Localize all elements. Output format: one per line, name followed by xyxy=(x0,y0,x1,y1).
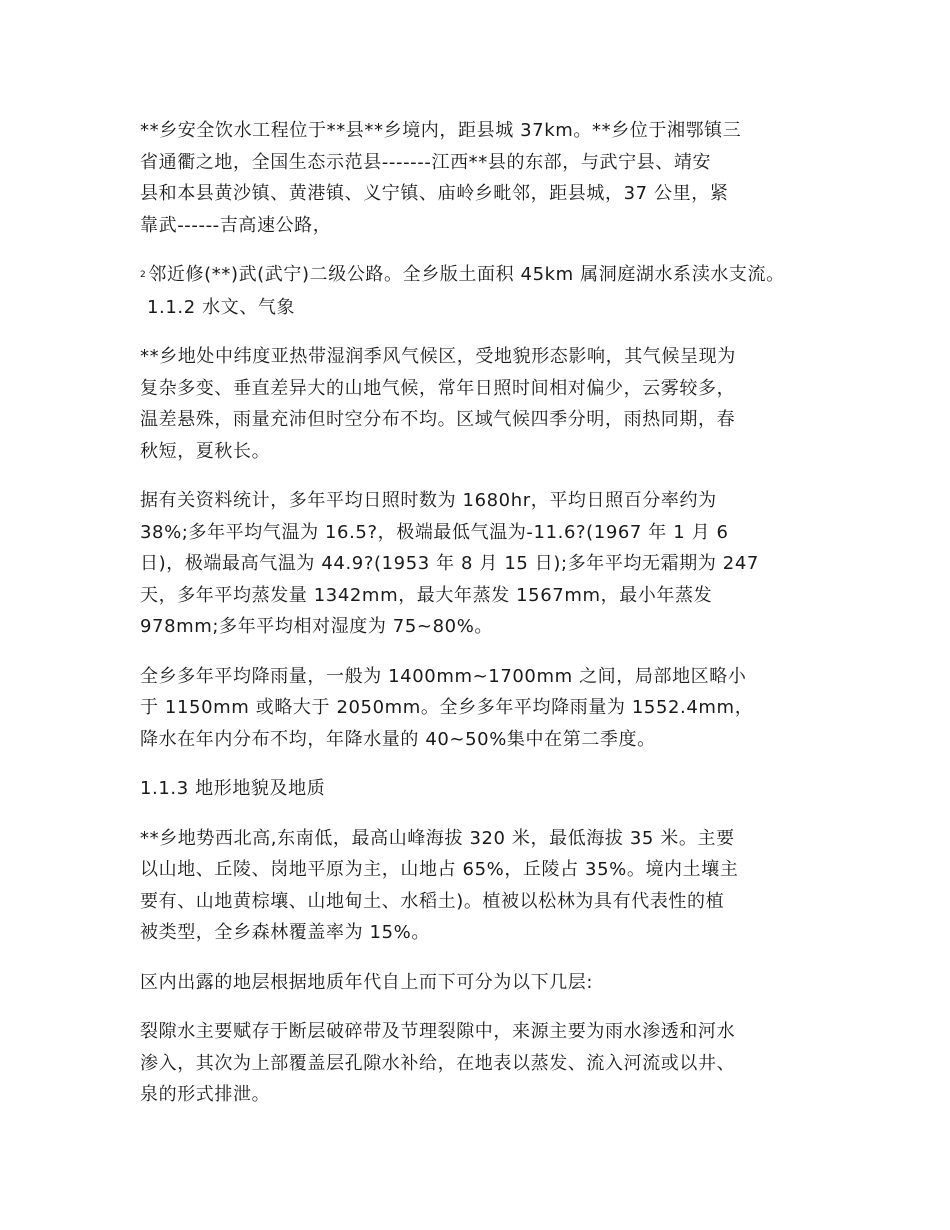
text-line: 全乡多年平均降雨量，一般为 1400mm~1700mm 之间，局部地区略小 xyxy=(140,665,747,687)
text-line: 靠武------吉高速公路， xyxy=(140,214,332,236)
paragraph-strata xyxy=(140,967,816,999)
text-line: 县和本县黄沙镇、黄港镇、义宁镇、庙岭乡毗邻，距县城，37 公里，紧 xyxy=(140,183,729,204)
text-line: 被类型，全乡森林覆盖率为 15%。 xyxy=(140,922,430,943)
section-heading-1-1-3 xyxy=(140,773,816,805)
text-line: 要有、山地黄棕壤、山地甸土、水稻土)。植被以松林为具有代表性的植 xyxy=(140,890,725,912)
text-line: **乡地处中纬度亚热带湿润季风气候区，受地貌形态影响，其气候呈现为 xyxy=(140,346,736,367)
text-line: **乡安全饮水工程位于**县**乡境内，距县城 37km。**乡位于湘鄂镇三 xyxy=(140,120,742,141)
paragraph-statistics xyxy=(140,485,816,643)
paragraph-rainfall xyxy=(140,661,816,756)
text-line: 日)，极端最高气温为 44.9?(1953 年 8 月 15 日);多年平均无霜期为 247 xyxy=(140,553,759,574)
section-heading-1-1-2: 1.1.2 水文、气象 xyxy=(147,296,296,318)
text-line: 以山地、丘陵、岗地平原为主，山地占 65%，丘陵占 35%。境内土壤主 xyxy=(140,859,739,880)
text-line: 38%;多年平均气温为 16.5?，极端最低气温为-11.6?(1967 年 1 月 6 xyxy=(140,521,729,543)
text-line: 降水在年内分布不均，年降水量的 40~50%集中在第二季度。 xyxy=(140,728,656,750)
text-line-content: 邻近修(**)武(武宁)二级公路。全乡版土面积 45km 属洞庭湖水系渎水支流。 xyxy=(148,264,785,285)
text-line: 978mm;多年平均相对湿度为 75~80%。 xyxy=(140,616,494,637)
paragraph-groundwater xyxy=(140,1016,816,1111)
text-line: 秋短，夏秋长。 xyxy=(140,440,271,462)
text-line: 省通衢之地，全国生态示范县-------江西**县的东部，与武宁县、靖安 xyxy=(140,151,712,173)
text-line: 于 1150mm 或略大于 2050mm。全乡多年平均降雨量为 1552.4mm， xyxy=(140,697,754,718)
heading-text: 1.1.3 地形地貌及地质 xyxy=(140,778,326,799)
paragraph-climate xyxy=(140,341,816,467)
paragraph-location xyxy=(140,115,816,241)
text-line: 泉的形式排泄。 xyxy=(140,1084,271,1105)
paragraph-roads xyxy=(140,259,816,323)
paragraph-terrain xyxy=(140,823,816,949)
text-line xyxy=(140,259,816,292)
text-line: **乡地势西北高,东南低，最高山峰海拔 320 米，最低海拔 35 米。主要 xyxy=(140,827,735,849)
document-page xyxy=(140,115,816,1111)
text-line: 裂隙水主要赋存于断层破碎带及节理裂隙中，来源主要为雨水渗透和河水 xyxy=(140,1021,736,1042)
text-line: 天，多年平均蒸发量 1342mm，最大年蒸发 1567mm，最小年蒸发 xyxy=(140,584,713,606)
text-line: 区内出露的地层根据地质年代自上而下可分为以下几层: xyxy=(140,971,594,993)
superscript-marker: 2 xyxy=(140,270,147,280)
text-line: 渗入，其次为上部覆盖层孔隙水补给，在地表以蒸发、流入河流或以井、 xyxy=(140,1052,736,1074)
text-line: 复杂多变、垂直差异大的山地气候，常年日照时间相对偏少，云雾较多， xyxy=(140,377,736,399)
text-line: 温差悬殊，雨量充沛但时空分布不均。区域气候四季分明，雨热同期，春 xyxy=(140,409,736,430)
text-line: 据有关资料统计，多年平均日照时数为 1680hr，平均日照百分率约为 xyxy=(140,490,717,511)
